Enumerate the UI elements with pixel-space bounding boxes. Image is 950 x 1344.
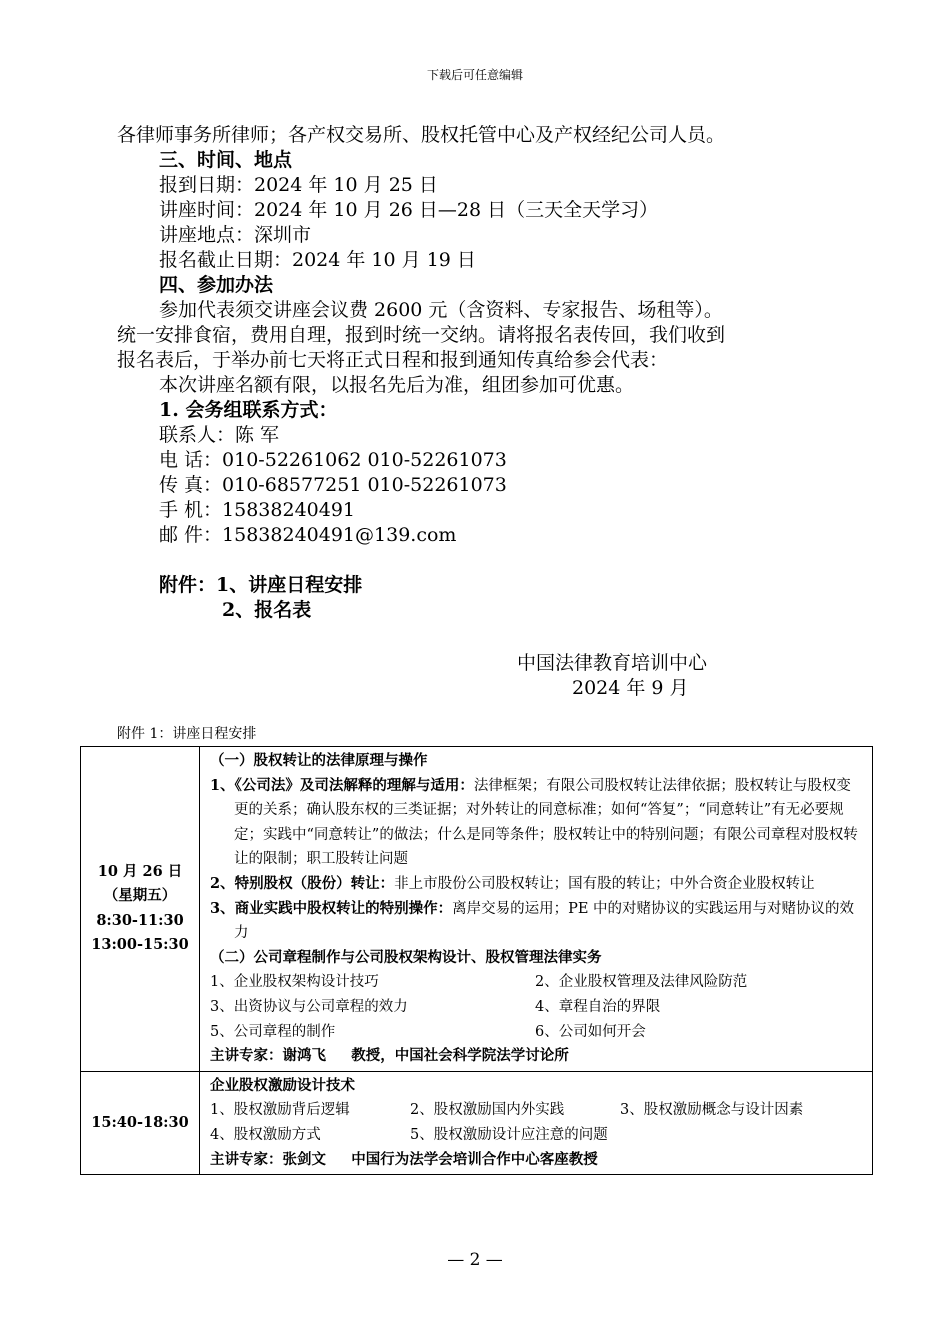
issue-date: 2024 年 9 月 bbox=[572, 677, 689, 699]
contact-fax: 传 真：010-68577251 010-52261073 bbox=[159, 474, 507, 496]
audience-line: 各律师事务所律师；各产权交易所、股权托管中心及产权经纪公司人员。 bbox=[117, 124, 726, 146]
part-2-title: （二）公司章程制作与公司股权架构设计、股权管理法律实务 bbox=[210, 948, 602, 966]
list-item: 2、股权激励国内外实践 bbox=[410, 1102, 565, 1119]
quota-note: 本次讲座名额有限，以报名先后为准，组团参加可优惠。 bbox=[159, 374, 635, 396]
lecture-place: 讲座地点：深圳市 bbox=[159, 224, 312, 246]
fee-line-3: 报名表后，于举办前七天将正式日程和报到通知传真给参会代表： bbox=[117, 349, 669, 371]
header-note: 下载后可任意编辑 bbox=[426, 68, 523, 82]
contact-mobile: 手 机：15838240491 bbox=[159, 499, 356, 521]
session-title: 企业股权激励设计技术 bbox=[210, 1076, 355, 1094]
session-time-pm: 13:00-15:30 bbox=[91, 936, 189, 954]
session-time-am: 8:30-11:30 bbox=[96, 911, 184, 929]
session-content-cell bbox=[200, 1071, 873, 1174]
contact-title: 1. 会务组联系方式： bbox=[159, 399, 338, 421]
expert-line: 主讲专家：谢鸿飞 教授，中国社会科学院法学讨论所 bbox=[210, 1047, 569, 1065]
schedule-table bbox=[80, 746, 873, 1175]
lecture-time: 讲座时间：2024 年 10 月 26 日—28 日（三天全天学习） bbox=[159, 199, 659, 221]
session-time: 15:40-18:30 bbox=[91, 1113, 189, 1131]
list-item: 6、公司如何开会 bbox=[535, 1023, 646, 1040]
item-2-body: 非上市股份公司股权转让；国有股的转让；中外合资企业股权转让 bbox=[394, 875, 815, 892]
section-3-title: 三、时间、地点 bbox=[159, 149, 293, 171]
list-item: 5、股权激励设计应注意的问题 bbox=[410, 1126, 608, 1143]
item-1-body: 法律框架；有限公司股权转让法律依据；股权转让与股权变更的关系；确认股东权的三类证据；对外转让的同意标准；如何“答复”；“同意转让”有无必要规定；实践中“同意转让”的做法；什么是同等条件；股权转让中的特别问题；有限公司章程对股权转让的限制；职工股转让问题 bbox=[234, 777, 858, 868]
list-item: 1、股权激励背后逻辑 bbox=[210, 1102, 350, 1119]
schedule-label: 附件 1：讲座日程安排 bbox=[117, 726, 257, 742]
item-3-head: 3、商业实践中股权转让的特别操作： bbox=[210, 899, 453, 917]
list-item: 4、股权激励方式 bbox=[210, 1126, 321, 1143]
list-item: 3、股权激励概念与设计因素 bbox=[620, 1102, 804, 1119]
attachment-2: 2、报名表 bbox=[222, 599, 312, 621]
item-1-head: 1、《公司法》及司法解释的理解与适用： bbox=[210, 776, 474, 794]
contact-phone: 电 话：010-52261062 010-52261073 bbox=[159, 449, 507, 471]
registration-deadline: 报名截止日期：2024 年 10 月 19 日 bbox=[159, 249, 476, 271]
session-time-cell bbox=[81, 1071, 200, 1174]
list-item: 2、企业股权管理及法律风险防范 bbox=[535, 974, 748, 991]
part-2-items bbox=[210, 970, 864, 1044]
attachment-1: 附件：1、讲座日程安排 bbox=[159, 574, 363, 596]
contact-person: 联系人：陈 军 bbox=[159, 424, 280, 446]
report-date: 报到日期：2024 年 10 月 25 日 bbox=[159, 174, 438, 196]
incentive-items-row-1 bbox=[210, 1098, 864, 1123]
item-2-head: 2、特别股权（股份）转让： bbox=[210, 874, 395, 892]
fee-line-1: 参加代表须交讲座会议费 2600 元（含资料、专家报告、场租等）。 bbox=[159, 299, 723, 321]
expert-line: 主讲专家：张剑文 中国行为法学会培训合作中心客座教授 bbox=[210, 1150, 598, 1168]
item-3-body: 离岸交易的运用；PE 中的对赌协议的实践运用与对赌协议的效力 bbox=[234, 900, 855, 942]
table-row bbox=[81, 747, 873, 1072]
session-date: 10 月 26 日 bbox=[97, 862, 183, 880]
list-item bbox=[210, 897, 864, 946]
part-1-title: （一）股权转让的法律原理与操作 bbox=[210, 752, 428, 769]
list-item: 3、出资协议与公司章程的效力 bbox=[210, 998, 408, 1015]
page-number: — 2 — bbox=[447, 1250, 503, 1270]
list-item: 1、企业股权架构设计技巧 bbox=[210, 974, 379, 991]
list-item: 5、公司章程的制作 bbox=[210, 1023, 336, 1040]
incentive-items-row-2 bbox=[210, 1123, 864, 1148]
session-content-cell bbox=[200, 747, 873, 1072]
organization-name: 中国法律教育培训中心 bbox=[517, 652, 708, 674]
session-weekday: （星期五） bbox=[103, 887, 177, 905]
list-item bbox=[210, 872, 864, 897]
fee-line-2: 统一安排食宿，费用自理，报到时统一交纳。请将报名表传回，我们收到 bbox=[117, 324, 726, 346]
list-item bbox=[210, 774, 864, 872]
contact-email: 邮 件：15838240491@139.com bbox=[159, 524, 457, 546]
list-item: 4、章程自治的界限 bbox=[535, 998, 661, 1015]
session-time-cell bbox=[81, 747, 200, 1072]
table-row bbox=[81, 1071, 873, 1174]
section-4-title: 四、参加办法 bbox=[159, 274, 274, 296]
